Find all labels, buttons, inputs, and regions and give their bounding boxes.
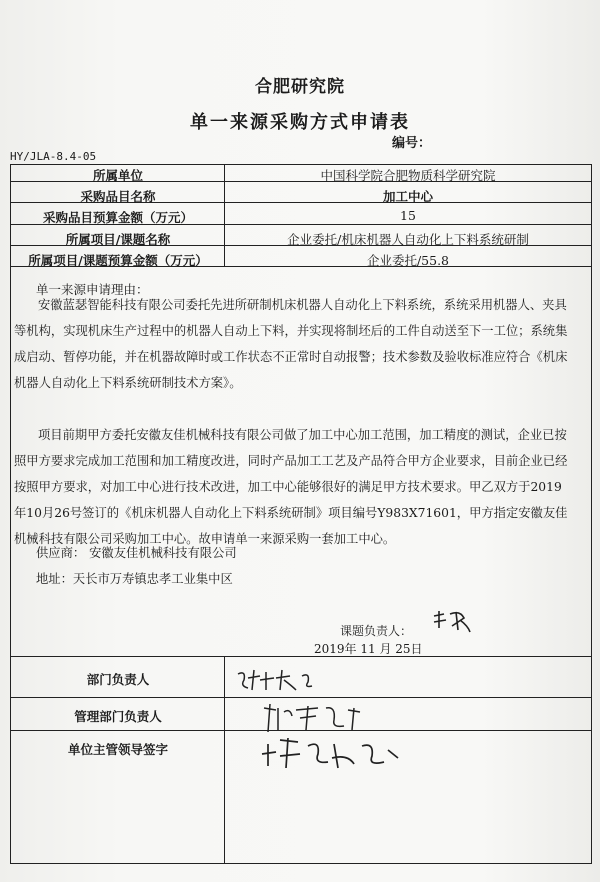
document-subtitle: 单一来源采购方式申请表: [190, 112, 410, 133]
form-code: HY/JLA-8.4-05: [10, 150, 97, 163]
value-unit: 中国科学院合肥物质科学研究院: [320, 168, 496, 183]
row-divider: [10, 697, 592, 698]
label-project-name: 所属项目/课题名称: [65, 232, 171, 247]
document-title: 合肥研究院: [255, 77, 345, 97]
value-item-name: 加工中心: [382, 189, 433, 204]
value-project-name: 企业委托/机床机器人自动化上下料系统研制: [287, 232, 529, 247]
reason-paragraph: 项目前期甲方委托安徽友佳机械科技有限公司做了加工中心加工范围，加工精度的测试，企业已按照甲方要求完成加工范围和加工精度改进，同时产品加工工艺及产品符合甲方企业要求，目前企业已经按照甲方要求，对加工中心进行技术改进，加工中心能够很好的满足甲方技术要求。甲乙双方于2019年10月26号签订的《机床机器人自动化上下料系统研制》项目编号Y983X71601，甲方指定安徽友佳机械科技有限公司采购加工中心。故申请单一来源采购一套加工中心。: [14, 428, 568, 546]
label-unit-leader: 单位主管领导签字: [67, 742, 168, 757]
label-item-name: 采购品目名称: [80, 189, 156, 204]
row-divider: [10, 656, 592, 657]
label-item-budget: 采购品目预算金额（万元）: [42, 210, 193, 225]
project-leader-signature: [430, 608, 474, 636]
serial-number-label: 编号：: [392, 136, 432, 151]
unit-leader-signature: [258, 732, 408, 778]
reason-paragraph: 安徽蓝瑟智能科技有限公司委托先进所研制机床机器人自动化上下料系统，系统采用机器人、夹具等机构，实现机床生产过程中的机器人自动上下料，并实现将制坯后的工件自动送至下一工位；系统集成启动、暂停功能，并在机器故障时或工作状态不正常时自动报警；技术参数及验收标准应符合《机床机器人自动化上下料系统研制技术方案》。: [14, 298, 568, 390]
reason-heading: 单一来源申请理由：: [36, 282, 149, 297]
address-line: 地址：天长市万寿镇忠孝工业集中区: [36, 572, 233, 586]
value-item-budget: 15: [400, 208, 416, 223]
supplier-line: 供应商： 安徽友佳机械科技有限公司: [36, 546, 237, 560]
sign-date: 2019年 11 月 25日: [314, 642, 423, 656]
column-divider: [224, 164, 225, 266]
column-divider: [224, 656, 225, 864]
project-leader-label: 课题负责人：: [340, 624, 413, 638]
value-project-budget: 企业委托/55.8: [366, 253, 450, 268]
label-dept-head: 部门负责人: [86, 672, 150, 687]
label-admin-dept-head: 管理部门负责人: [74, 709, 162, 724]
dept-head-signature: [232, 664, 332, 696]
label-project-budget: 所属项目/课题预算金额（万元）: [28, 253, 208, 268]
label-unit: 所属单位: [92, 168, 143, 183]
